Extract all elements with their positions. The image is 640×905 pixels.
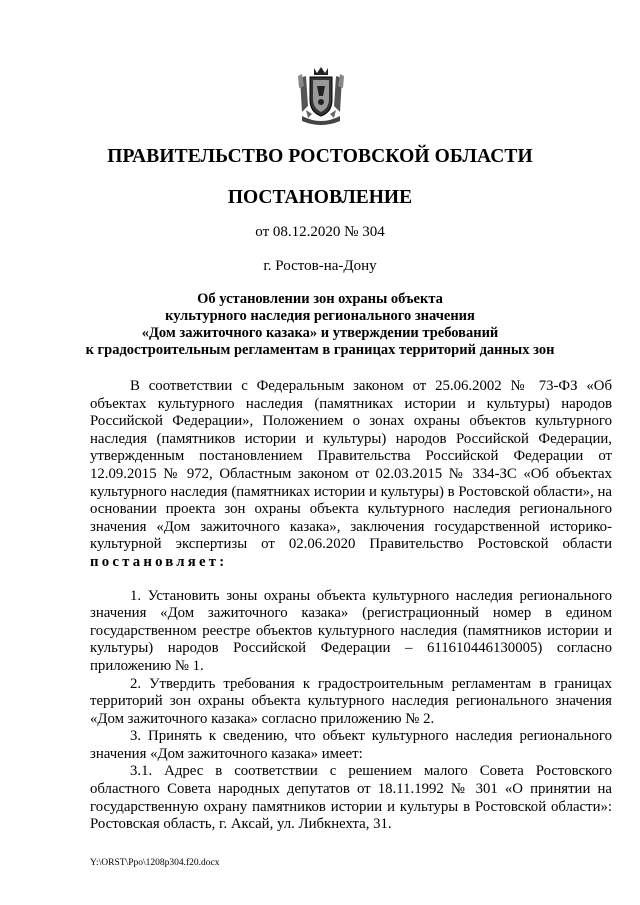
document-city: г. Ростов-на-Дону [263,258,377,274]
resolves-keyword: постановляет: [90,553,228,570]
item-2: 2. Утвердить требования к градостроительным регламентам в границах территорий зон охраны объекта культурного наследия регионального значения «Дом зажиточного казака» согласно приложению № 2. [90,675,612,727]
item-3-1: 3.1. Адрес в соответствии с решением малого Совета Ростовского областного Совета народных депутатов от 18.11.1992 № 301 «О принятии на государственную охрану памятников истории и культуры в Ростовской области»: Ростовская область, г. Аксай, ул. Либкнехта, 31. [90,763,612,833]
government-title: ПРАВИТЕЛЬСТВО РОСТОВСКОЙ ОБЛАСТИ [107,146,533,167]
document-date-number: от 08.12.2020 № 304 [255,224,385,240]
item-1: 1. Установить зоны охраны объекта культурного наследия регионального значения «Дом зажиточного казака» (регистрационный номер в едином государственном реестре объектов культурного наследия (памятников истории и культуры) народов Российской Федерации – 611610446130005) согласно приложению № 1. [90,587,612,674]
preamble-paragraph [90,378,612,572]
subject-line: Об установлении зон охраны объекта [197,291,443,307]
footer-file-path: Y:\ORST\Ppo\1208p304.f20.docx [90,858,220,868]
subject-line: «Дом зажиточного казака» и утверждении требований [141,325,499,341]
preamble-text: В соответствии с Федеральным законом от 25.06.2002 № 73-ФЗ «Об объектах культурного наследия (памятниках истории и культуры) народов Российской Федерации», Положением о зонах охраны объектов культурного наследия (памятников истории и культуры) народов Российской Федерации, утвержденным постановлением Правительства Российской Федерации от 12.09.2015 № 972, Областным законом от 02.03.2015 № 334-ЗС «Об объектах культурного наследия (памятниках истории и культуры) в Ростовской области», на основании проекта зон охраны объекта культурного наследия регионального значения «Дом зажиточного казака», заключения государственной историко-культурной экспертизы от 02.06.2020 Правительство Ростовской области [90,378,612,553]
document-type: ПОСТАНОВЛЕНИЕ [227,187,413,208]
paragraph-gap [90,572,612,588]
coat-of-arms-icon [296,66,346,128]
subject-line: к градостроительным регламентам в границах территорий данных зон [85,342,555,358]
item-3: 3. Принять к сведению, что объект культурного наследия регионального значения «Дом зажиточного казака» имеет: [90,728,612,762]
subject-line: культурного наследия регионального значения [165,308,475,324]
document-subject [60,291,580,359]
document-body [90,378,612,834]
